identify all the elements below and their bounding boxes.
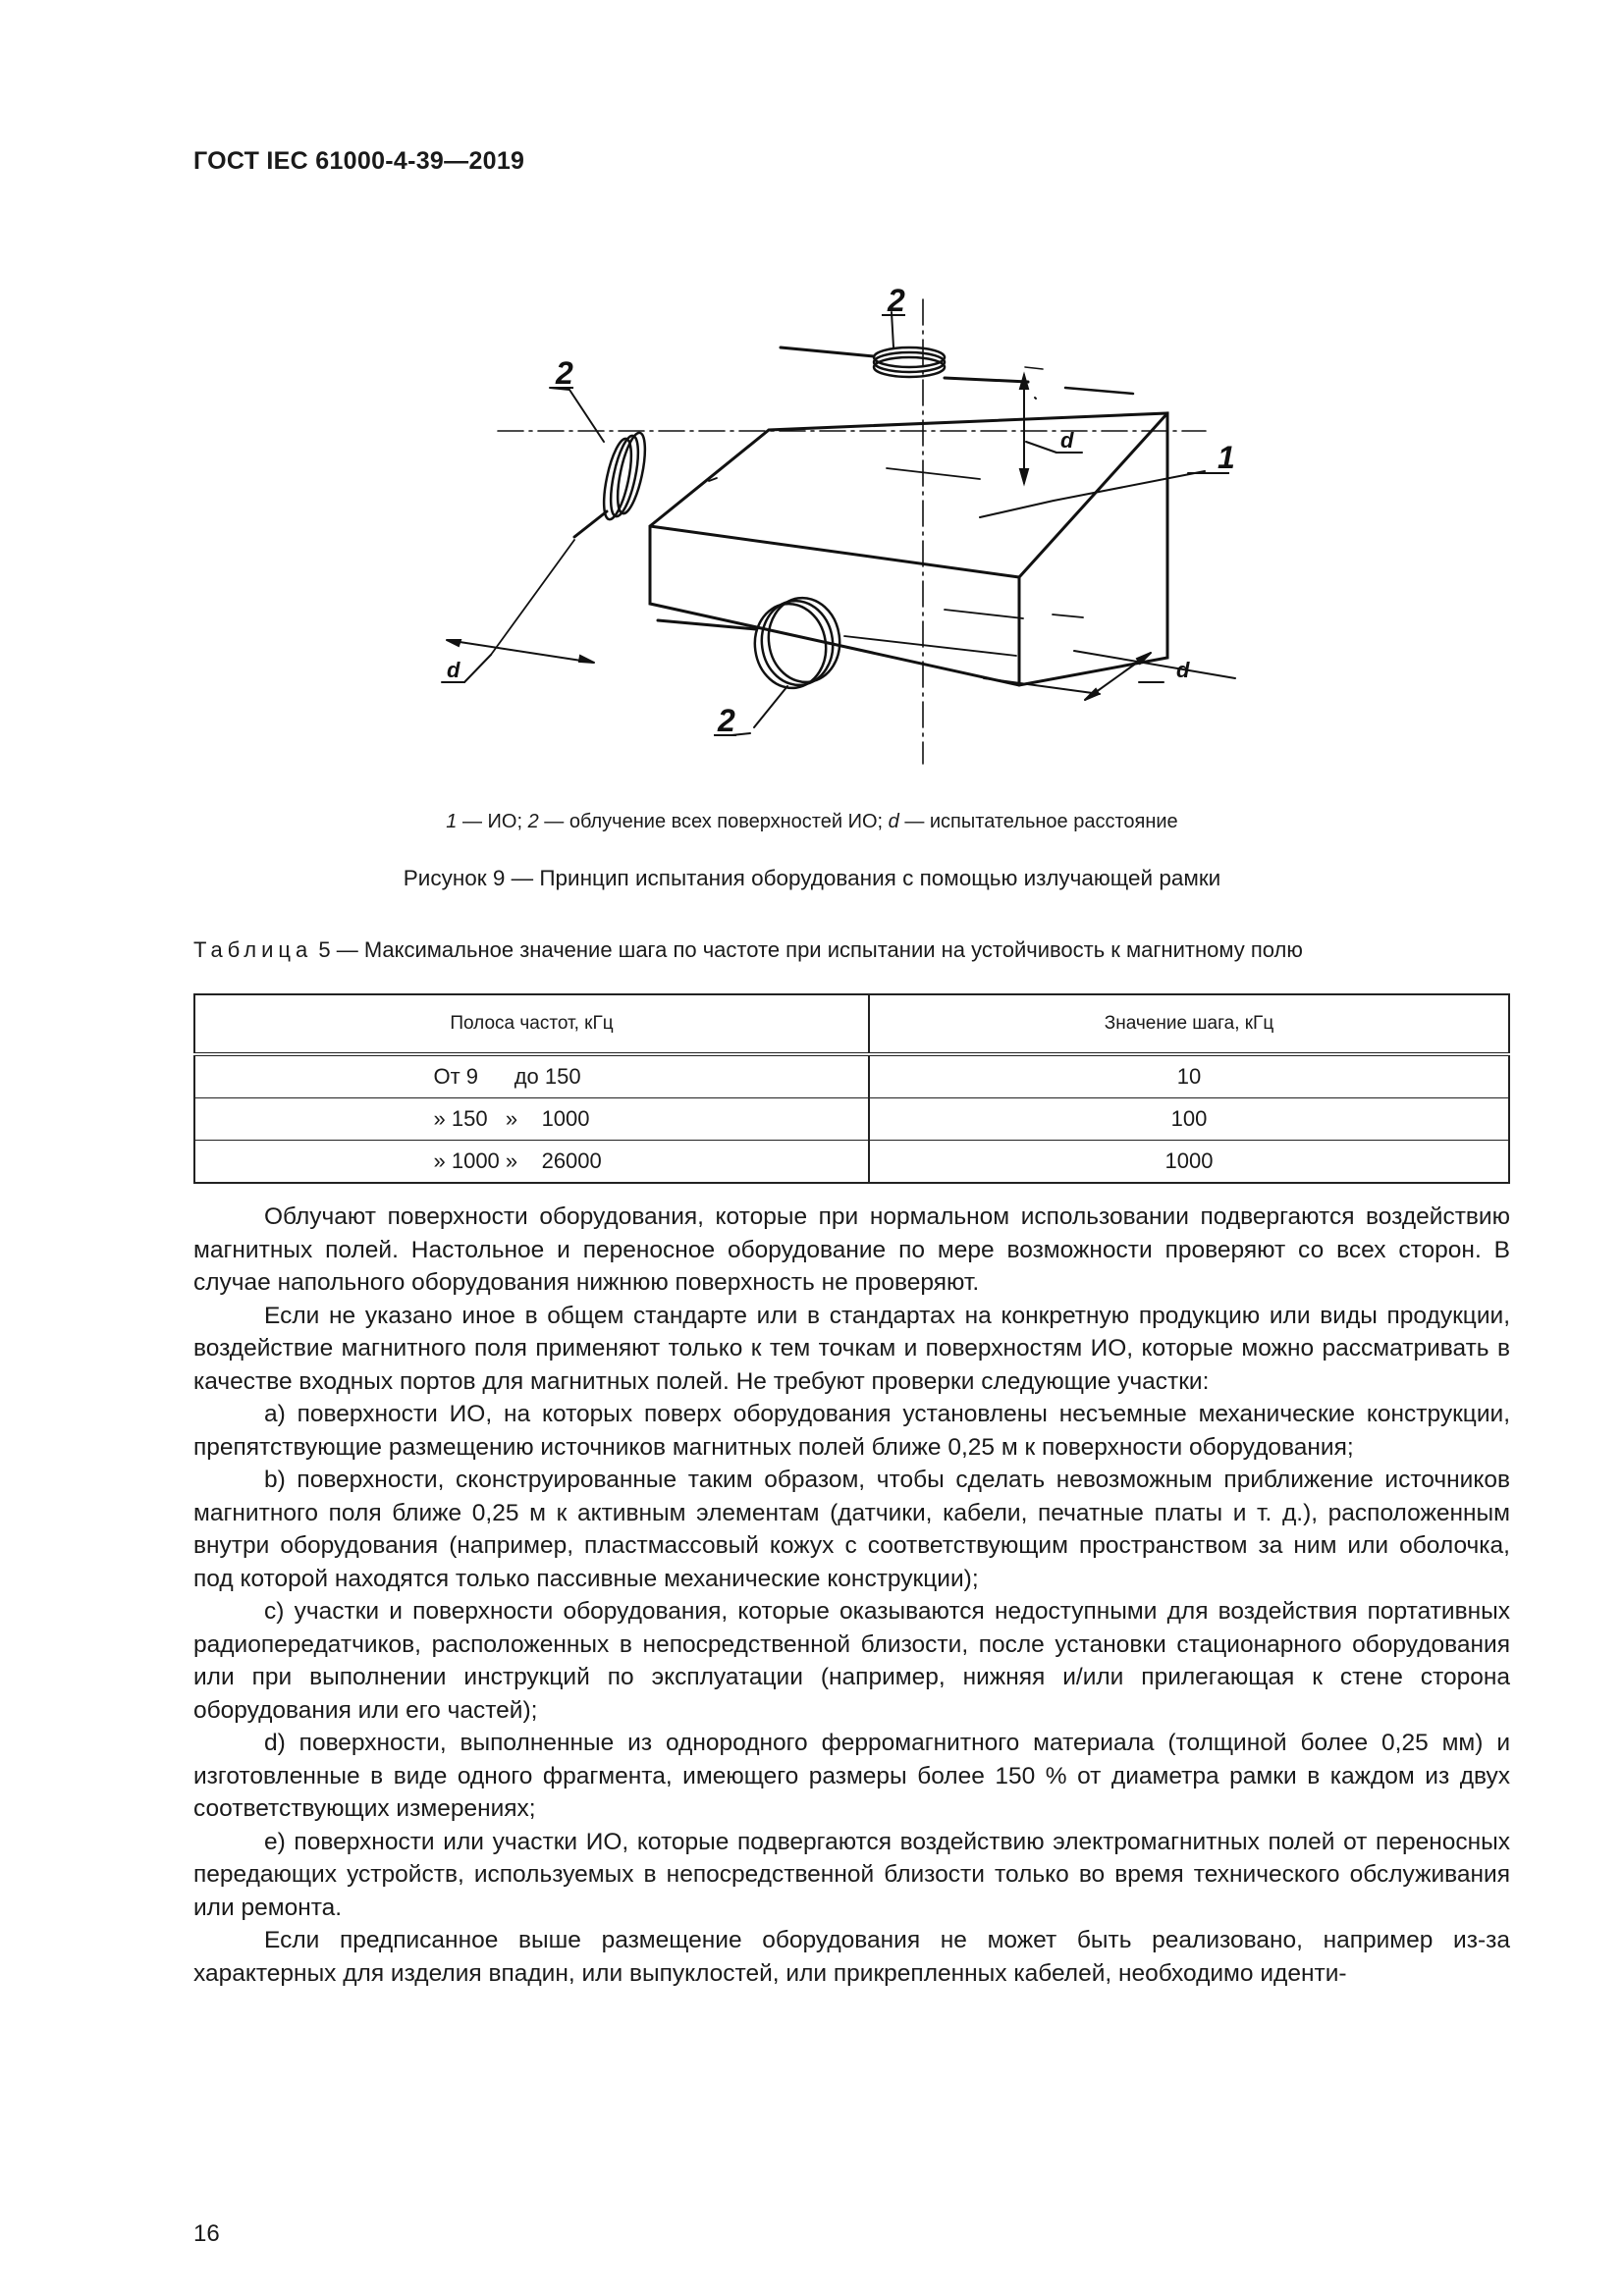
table-header-band: Полоса частот, кГц [194, 994, 869, 1054]
list-item-c: c) участки и поверхности оборудования, которые оказываются недоступными для воздействия портативных радиопередатчиков, расположенных в непосредственной близости, после установки стационарного оборудования или при выполнении инструкций по эксплуатации (например, нижняя и/или прилегающая к стене сторона оборудования или его частей); [193, 1598, 1510, 1724]
table-header-step: Значение шага, кГц [869, 994, 1509, 1054]
list-item-a: a) поверхности ИО, на которых поверх оборудования установлены несъемные механические конструкции, препятствующие размещению источников магнитных полей ближе 0,25 м к поверхности оборудования; [193, 1401, 1510, 1461]
step-cell: 100 [869, 1098, 1509, 1141]
figure-legend: 1 — ИО; 2 — облучение всех поверхностей ИО; d — испытательное расстояние [446, 811, 1178, 832]
loop-test-diagram [432, 250, 1257, 780]
list-item-d: d) поверхности, выполненные из однородного ферромагнитного материала (толщиной более 0,25 мм) и изготовленные в виде одного фрагмента, имеющего размеры более 150 % от диаметра рамки в каждом из двух соответствующих измерениях; [193, 1730, 1510, 1822]
table-row [194, 1054, 1509, 1098]
paragraph: Если предписанное выше размещение оборудования не может быть реализовано, например из-за характерных для изделия впадин, или выпуклостей, или прикрепленных кабелей, необходимо иденти- [193, 1927, 1510, 1987]
distance-label-right: d [1176, 658, 1190, 682]
list-item-e: e) поверхности или участки ИО, которые подвергаются воздействию электромагнитных полей от переносных передающих устройств, используемых в непосредственной близости только во время технического обслуживания или ремонта. [193, 1828, 1510, 1921]
loop-label-left: 2 [556, 355, 573, 391]
left-loop-coil [491, 388, 650, 655]
list-item-b: b) поверхности, сконструированные таким образом, чтобы сделать невозможным приближение источников магнитного поля ближе 0,25 м к активным элементам (датчики, кабели, печатные платы и т. д.), расположенным внутри оборудования (например, пластмассовый кожух с соответствующим пространством за ним или оболочка, под которой находятся только пассивные механические конструкции); [193, 1467, 1510, 1592]
band-cell: » 150 » 1000 [433, 1106, 590, 1131]
figure-caption: Рисунок 9 — Принцип испытания оборудования с помощью излучающей рамки [403, 866, 1221, 890]
step-cell: 1000 [869, 1141, 1509, 1184]
band-cell: » 1000 » 26000 [433, 1148, 602, 1173]
document-header: ГОСТ IEC 61000-4-39—2019 [193, 147, 525, 175]
loop-label-top: 2 [888, 283, 905, 318]
distance-label-left: d [447, 658, 460, 682]
paragraph: Если не указано иное в общем стандарте или в стандартах на конкретную продукцию или виды продукции, воздействие магнитного поля применяют только к тем точкам и поверхностям ИО, которые можно рассматривать в качестве входных портов для магнитных полей. Не требуют проверки следующие участки: [193, 1302, 1510, 1395]
figure-9-diagram [432, 250, 1257, 780]
band-cell: От 9 до 150 [433, 1064, 581, 1089]
table-row [194, 1141, 1509, 1184]
step-cell: 10 [869, 1054, 1509, 1098]
loop-label-bottom: 2 [718, 703, 735, 738]
page-number: 16 [193, 2220, 220, 2247]
frequency-step-table [193, 993, 1510, 1184]
top-loop-coil [781, 312, 1133, 394]
eut-box [650, 413, 1167, 685]
table-row [194, 1098, 1509, 1141]
distance-label-top: d [1060, 428, 1074, 453]
eut-label: 1 [1218, 440, 1235, 475]
paragraph: Облучают поверхности оборудования, которые при нормальном использовании подвергаются воздействию магнитных полей. Настольное и переносное оборудование по мере возможности проверяют со всех сторон. В случае напольного оборудования нижнюю поверхность не проверяют. [193, 1203, 1510, 1296]
table-title: Таблица 5 — Максимальное значение шага по частоте при испытании на устойчивость к магнитному полю [193, 937, 1303, 962]
body-text [193, 1201, 1510, 1990]
